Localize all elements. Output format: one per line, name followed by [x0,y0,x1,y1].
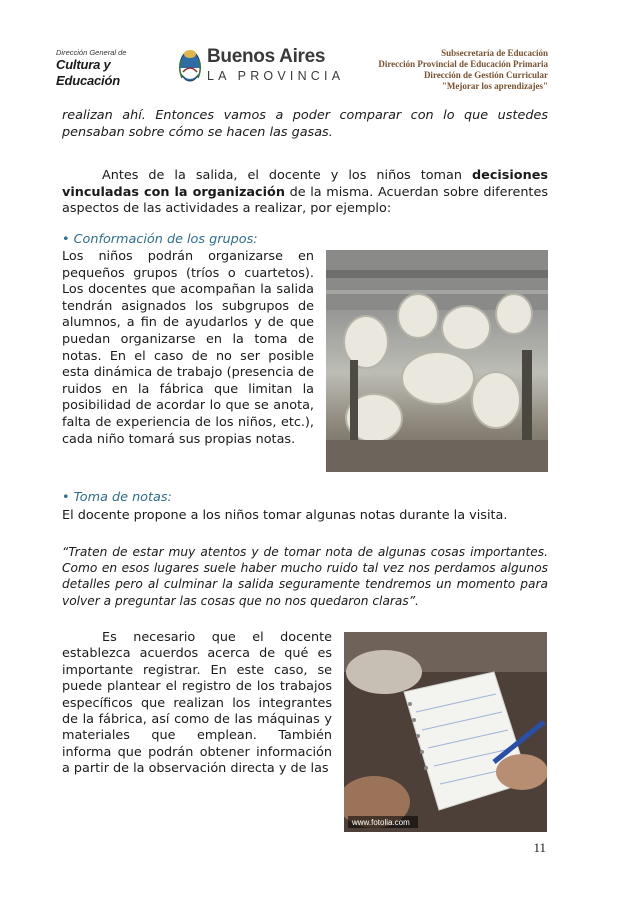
bullet-icon: • [62,490,70,505]
bullet-icon: • [62,232,70,247]
org-logo [56,48,176,89]
bullet-notes: • Toma de notas: [62,490,172,505]
province-subtitle: LA PROVINCIA [207,69,345,83]
paragraph-registration: Es necesario que el docente establezca acuerdos acerca de qué es importante registrar. En este caso, se puede plantear el registro de los trabajos específicos que realizan los integrantes de la fábrica, así como de las máquinas y materiales que emplean. También informa que podrán obtener información a partir de la observación directa y de las [62,630,332,777]
province-shield-icon [178,46,202,84]
org-logo-small: Dirección General de [56,48,127,57]
paragraph-organization [62,168,548,218]
bullet-groups-text: Los niños podrán organizarse en pequeños grupos (tríos o cuartetos). Los docentes que acompañan la salida tendrán asignados los subgrupos de alumnos, a fin de ayudarlos y de que puedan organizarse en la toma de notas. En el caso de no ser posible esta dinámica de trabajo (presencia de ruidos en la fábrica que limitan la posibilidad de acordar lo que se anota, falta de experiencia de los niños, etc.), cada niño tomará sus propias notas. [62,249,314,447]
header-line: Subsecretaría de Educación [441,48,548,58]
intro-paragraph: realizan ahí. Entonces vamos a poder comparar con lo que ustedes pensaban sobre cómo se hacen las gasas. [62,108,548,140]
header-institution-lines [378,48,548,92]
header-line: Dirección Provincial de Educación Primaria [378,59,548,69]
para1-text-start: Antes de la salida, el docente y los niños toman [102,168,472,183]
factory-photo-graphic [326,250,548,472]
bullet-notes-label: Toma de notas [73,490,168,505]
bullet-groups: • Conformación de los grupos: [62,232,258,247]
bullet-groups-label: Conformación de los grupos [73,232,254,247]
photo-watermark: www.fotolia.com [352,818,410,827]
header-line: Dirección de Gestión Curricular [423,70,548,80]
header-line: "Mejorar los aprendizajes" [441,81,548,91]
factory-machines-photo [326,250,548,472]
org-logo-big: Cultura y Educación [56,57,120,88]
para1-bold: decisiones vinculadas con la organización [62,168,548,200]
province-title: Buenos Aires [207,46,326,67]
page-number: 11 [533,840,546,855]
para1-text-end: de la misma. Acuerdan sobre diferentes aspectos de las actividades a realizar, por ejemplo: [62,184,548,217]
note-photo-graphic [344,632,547,832]
bullet-notes-text: El docente propone a los niños tomar algunas notas durante la visita. [62,508,508,523]
note-taking-photo [344,632,547,832]
teacher-quote: “Traten de estar muy atentos y de tomar nota de algunas cosas importantes. Como en esos lugares suele haber mucho ruido tal vez nos perdamos algunos detalles pero al culminar la salida seguramente tendremos un momento para volver a preguntar las cosas que no nos quedaron claras”. [62,545,548,608]
